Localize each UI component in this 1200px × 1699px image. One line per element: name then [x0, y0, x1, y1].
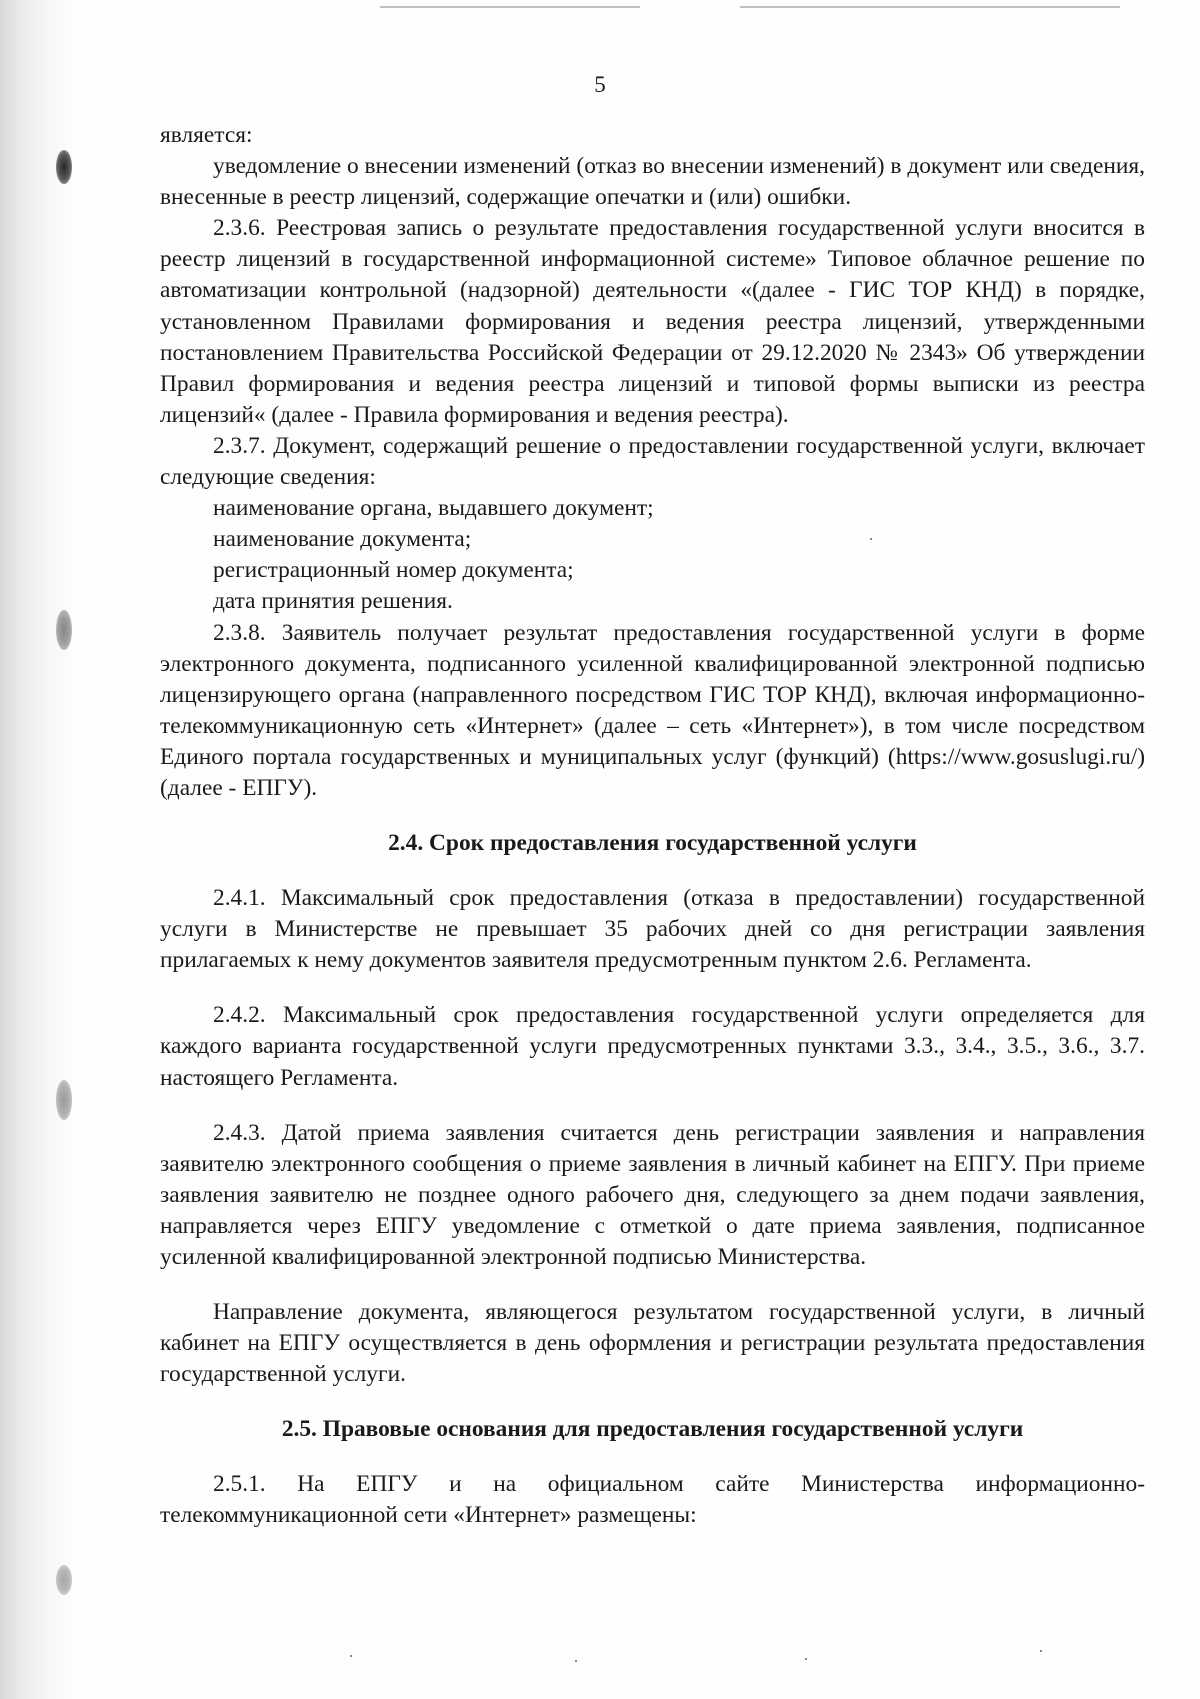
scan-speck	[575, 1660, 577, 1662]
list-item: наименование документа;	[213, 526, 472, 553]
section-heading: 2.4. Срок предоставления государственной услуги	[388, 830, 917, 857]
scan-speck	[1040, 1650, 1042, 1652]
list-item: дата принятия решения.	[213, 588, 453, 615]
paragraph: 2.3.7. Документ, содержащий решение о предоставлении государственной услуги, включает следующие сведения:	[160, 432, 1145, 491]
list-item: наименование органа, выдавшего документ;	[213, 495, 654, 522]
paragraph: 2.5.1. На ЕПГУ и на официальном сайте Министерства информационно-телекоммуникационной сети «Интернет» размещены:	[160, 1471, 1145, 1529]
scan-edge-line	[740, 6, 1120, 8]
paragraph: является:	[160, 122, 253, 148]
paragraph: 2.3.6. Реестровая запись о результате предоставления государственной услуги вносится в реестр лицензий в государственной информационной системе» Типовое облачное решение по автоматизации контрольной (надзорной) деятельности «(далее - ГИС ТОР КНД) в порядке, установленном Правилами формирования и ведения реестра лицензий, утвержденными постановлением Правительства Российской Федерации от 29.12.2020 № 2343» Об утверждении Правил формирования и ведения реестра лицензий и типовой формы выписки из реестра лицензий« (далее - Правила формирования и ведения реестра).	[160, 215, 1145, 428]
scan-speck	[805, 1658, 807, 1660]
binding-edge-shadow	[0, 0, 80, 1699]
page-number: 5	[594, 72, 606, 97]
punch-hole	[56, 1080, 72, 1120]
paragraph: уведомление о внесении изменений (отказ во внесении изменений) в документ или сведения, внесенные в реестр лицензий, содержащие опечатки и (или) ошибки.	[160, 153, 1145, 211]
document-body	[160, 120, 1145, 1532]
punch-hole	[56, 610, 72, 650]
section-heading: 2.5. Правовые основания для предоставления государственной услуги	[281, 1416, 1024, 1443]
list-item: регистрационный номер документа;	[213, 557, 574, 584]
paragraph: Направление документа, являющегося результатом государственной услуги, в личный кабинет на ЕПГУ осуществляется в день оформления и регистрации результата предоставления государственной услуги.	[160, 1299, 1145, 1388]
paragraph: 2.4.2. Максимальный срок предоставления государственной услуги определяется для каждого варианта государственной услуги предусмотренных пунктами 3.3., 3.4., 3.5., 3.6., 3.7. настоящего Регламента.	[160, 1002, 1145, 1091]
paragraph: 2.3.8. Заявитель получает результат предоставления государственной услуги в форме электронного документа, подписанного усиленной квалифицированной электронной подписью лицензирующего органа (направленного посредством ГИС ТОР КНД), включая информационно-телекоммуникационную сеть «Интернет» (далее – сеть «Интернет»), в том числе посредством Единого портала государственных и муниципальных услуг (функций) (https://www.gosuslugi.ru/) (далее - ЕПГУ).	[160, 619, 1145, 801]
punch-hole	[56, 1565, 72, 1595]
scan-edge-line	[380, 6, 640, 8]
paragraph: 2.4.3. Датой приема заявления считается день регистрации заявления и направления заявителю электронного сообщения о приеме заявления в личный кабинет на ЕПГУ. При приеме заявления заявителю не позднее одного рабочего дня, следующего за днем подачи заявления, направляется через ЕПГУ уведомление с отметкой о дате приема заявления, подписанное усиленной квалифицированной электронной подписью Министерства.	[160, 1119, 1145, 1270]
scan-speck	[350, 1655, 352, 1657]
scan-speck	[870, 538, 872, 540]
paragraph: 2.4.1. Максимальный срок предоставления (отказа в предоставлении) государственной услуги в Министерстве не превышает 35 рабочих дней со дня регистрации заявления прилагаемых к нему документов заявителя предусмотренным пунктом 2.6. Регламента.	[160, 885, 1145, 974]
punch-hole	[56, 150, 72, 184]
